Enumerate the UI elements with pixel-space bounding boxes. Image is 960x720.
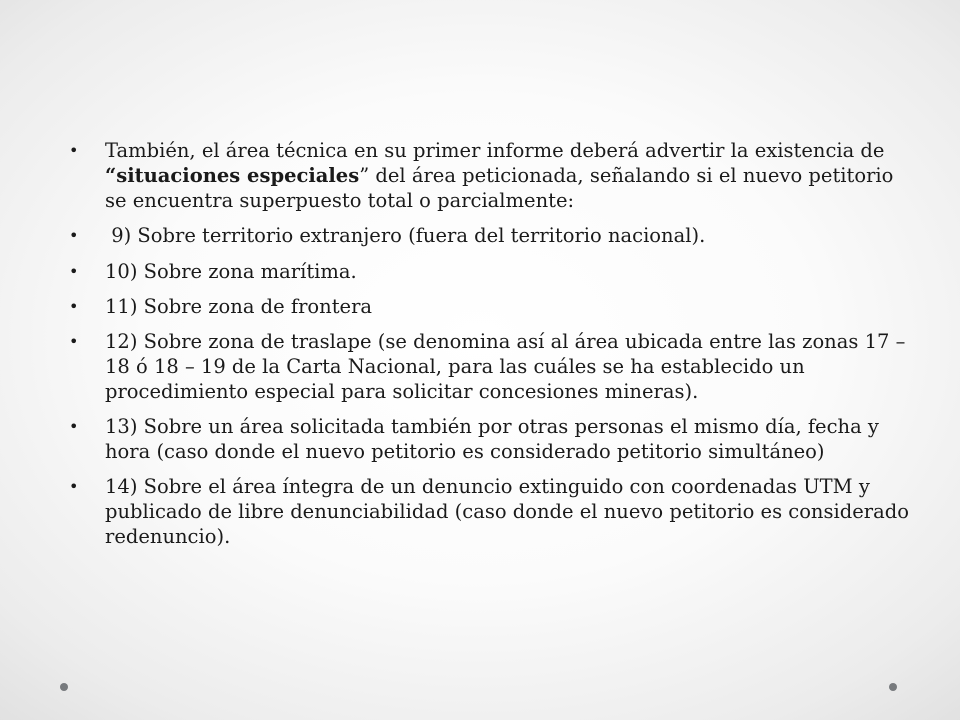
corner-dot-left-icon <box>60 683 68 691</box>
bullet-icon: • <box>69 417 79 436</box>
bullet-text: 12) Sobre zona de traslape (se denomina así al área ubicada entre las zonas 17 – 18 ó 18 – 19 de la Carta Nacional, para las cuáles se ha establecido un procedimiento especial para solicitar concesiones mineras). <box>105 330 906 403</box>
bullet-text: 14) Sobre el área íntegra de un denuncio extinguido con coordenadas UTM y publicado de libre denunciabilidad (caso donde el nuevo petitorio es considerado redenuncio). <box>105 475 909 548</box>
intro-text-start: También, el área técnica en su primer informe deberá advertir la existencia de <box>105 139 885 162</box>
bullet-item-12 <box>64 329 914 404</box>
intro-text-end: ” del área peticionada, señalando si el nuevo petitorio se encuentra superpuesto total o parcialmente: <box>105 164 894 212</box>
bullet-icon: • <box>69 332 79 351</box>
bullet-item-11 <box>64 294 914 319</box>
bullet-item-10 <box>64 259 914 284</box>
corner-dot-right-icon <box>889 683 897 691</box>
bullet-text: 9) Sobre territorio extranjero (fuera del territorio nacional). <box>105 224 706 247</box>
bullet-item-intro <box>64 138 914 213</box>
bullet-item-13 <box>64 414 914 464</box>
bullet-text: 10) Sobre zona marítima. <box>105 260 357 283</box>
bullet-text: 13) Sobre un área solicitada también por otras personas el mismo día, fecha y hora (caso donde el nuevo petitorio es considerado petitorio simultáneo) <box>105 415 879 463</box>
bullet-icon: • <box>69 477 79 496</box>
bullet-icon: • <box>69 141 79 160</box>
bullet-icon: • <box>69 297 79 316</box>
bullet-icon: • <box>69 262 79 281</box>
bullet-text <box>105 139 893 212</box>
bullet-item-9 <box>64 223 914 248</box>
intro-text-bold: “situaciones especiales <box>105 164 360 187</box>
bullet-list <box>64 138 914 559</box>
bullet-icon: • <box>69 226 79 245</box>
bullet-item-14 <box>64 474 914 549</box>
bullet-text: 11) Sobre zona de frontera <box>105 295 373 318</box>
